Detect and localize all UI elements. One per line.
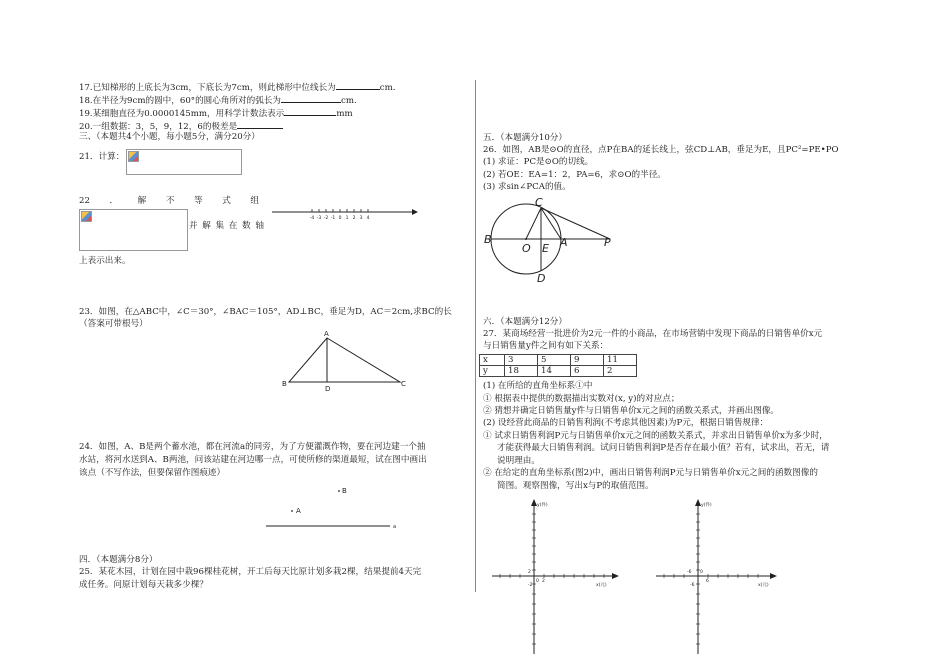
- y-axis-label: y(件): [701, 503, 712, 508]
- circle-figure: [484, 194, 619, 286]
- question-27-part2a: ① 试求日销售利润P元与日销售单价x元之间的函数关系式，并求出日销售单价x为多少时，: [483, 431, 828, 441]
- tick-label: 4: [366, 216, 370, 221]
- coordinate-grid-2: [654, 494, 794, 659]
- question-27-part1: (1) 在所给的直角坐标系①中: [483, 381, 593, 391]
- table-cell: 11: [604, 355, 637, 366]
- question-23: 23．如图，在△ABC中，∠C＝30°，∠BAC＝105°，AD⊥BC，垂足为D，AC＝2cm,求BC的长: [79, 307, 452, 317]
- question-18: 18.在半径为9cm的圆中，60°的圆心角所对的弧长为 cm.: [79, 96, 357, 106]
- section-4-heading: 四．（本题满分8分）: [79, 555, 158, 565]
- point-b-label: B: [342, 487, 347, 495]
- reservoir-figure: [262, 484, 402, 532]
- question-22-tail: 上表示出来。: [79, 256, 131, 266]
- formula-image-21: [126, 149, 242, 175]
- question-26-part1: (1) 求证：PC是⊙O的切线。: [483, 157, 594, 167]
- formula-image-22: [79, 209, 188, 251]
- question-22: 22 ． 解 不 等 式 组: [79, 196, 259, 206]
- tick-label: -6: [687, 570, 692, 575]
- tick-label: -4: [309, 216, 315, 221]
- tick-label: -6: [690, 583, 695, 588]
- table-cell: 2: [604, 366, 637, 377]
- point-c-label: C: [535, 196, 543, 209]
- origin-label: 0: [536, 579, 539, 584]
- tick-label: 2: [352, 216, 356, 221]
- question-26: 26．如图，AB是⊙O的直径，点P在BA的延长线上，弦CD⊥AB，垂足为E，且PC²=PE•PO: [483, 145, 839, 155]
- coordinate-grid-1: [490, 494, 630, 659]
- triangle-figure: [282, 330, 412, 394]
- question-27: 27．某商场经营一批进价为2元一件的小商品，在市场营销中发现下商品的日销售单价x元: [483, 329, 823, 339]
- question-21: 21．计算：: [79, 152, 125, 162]
- question-26-part3: (3) 求sin∠PCA的值。: [483, 182, 571, 192]
- tick-label: 0: [338, 216, 342, 221]
- question-25-line2: 成任务。问原计划每天栽多少棵？: [79, 580, 208, 590]
- point-b-label: B: [484, 233, 492, 246]
- tick-label: 1: [345, 216, 349, 221]
- question-26-part2: (2) 若OE：EA=1：2，PA=6，求⊙O的半径。: [483, 170, 666, 180]
- vertex-b-label: B: [282, 380, 287, 388]
- question-24-line3: 该点（不写作法，但要保留作图痕迹）: [79, 468, 226, 478]
- table-cell: 14: [538, 366, 571, 377]
- point-a-label: A: [560, 236, 568, 249]
- question-27-part2b-line2: 简图。观察图像，写出x与P的取值范围。: [497, 481, 654, 491]
- table-row: [480, 366, 637, 377]
- question-27-part2a-line3: 说明理由。: [497, 456, 540, 466]
- point-a-label: A: [296, 507, 301, 515]
- vertex-d-label: D: [325, 385, 331, 393]
- x-axis-label: x(元): [758, 583, 769, 588]
- question-27-line2: 与日销售量y件之间有如下关系：: [483, 341, 609, 351]
- point-p-label: P: [604, 236, 611, 249]
- point-e-label: E: [542, 242, 549, 255]
- question-19: 19.某细胞直径为0.0000145mm，用科学计数法表示 mm: [79, 109, 353, 119]
- tick-label: 6: [706, 579, 709, 584]
- point-o-label: O: [522, 242, 531, 255]
- tick-label: 2: [528, 570, 531, 575]
- question-27-part2a-line2: 才能获得最大日销售利润。试问日销售利润P是否存在最小值？若有，试求出，若无，请: [497, 443, 830, 453]
- column-divider: [475, 80, 476, 592]
- origin-label: 0: [700, 570, 703, 575]
- tick-label: -2: [528, 583, 533, 588]
- point-d-label: D: [537, 272, 546, 285]
- y-axis-label: y(件): [537, 503, 548, 508]
- section-3-heading: 三、（本题共4个小题，每小题5分，满分20分）: [79, 132, 260, 142]
- question-17: 17.已知梯形的上底长为3cm，下底长为7cm，则此梯形中位线长为 cm.: [79, 83, 396, 93]
- section-6-heading: 六．（本题满分12分）: [483, 317, 567, 327]
- question-20: 20.一组数据：3，5，9，12，6的极差是: [79, 120, 283, 133]
- sales-data-table: [479, 354, 637, 377]
- image-placeholder-icon: [81, 211, 92, 222]
- table-cell: 18: [505, 366, 538, 377]
- question-27-part1a: ① 根据表中提供的数据描出实数对(x, y)的对应点；: [483, 394, 680, 404]
- question-24: 24．如图，A、B是两个蓄水池，都在河流a的同旁，为了方便灌溉作物，要在河边建一个抽: [79, 442, 426, 452]
- vertex-a-label: A: [324, 330, 329, 338]
- tick-label: -1: [330, 216, 336, 221]
- question-27-part2b: ② 在给定的直角坐标系(图2)中，画出日销售利润P元与日销售单价x元之间的函数图像的: [483, 468, 818, 478]
- table-cell: 6: [571, 366, 604, 377]
- table-cell: 9: [571, 355, 604, 366]
- number-line: [272, 204, 418, 224]
- question-25: 25．某花木园，计划在园中栽96棵桂花树，开工后每天比原计划多栽2棵，结果提前4天完: [79, 567, 422, 577]
- question-27-part1b: ② 猜想并确定日销售量y件与日销售单价x元之间的函数关系式，并画出图像。: [483, 406, 780, 416]
- table-row: [480, 355, 637, 366]
- question-22-continued: 并 解 集 在 数 轴: [189, 221, 264, 231]
- question-24-line2: 水站，将河水送到A、B两池，问该站建在河边哪一点，可使所修的渠道最短，试在图中画出: [79, 455, 427, 465]
- question-27-part2: (2) 设经营此商品的日销售利润(不考虑其他因素)为P元，根据日销售规律：: [483, 418, 769, 428]
- table-cell: y: [480, 366, 505, 377]
- table-cell: 5: [538, 355, 571, 366]
- section-5-heading: 五．（本题满分10分）: [483, 133, 567, 143]
- tick-label: 3: [359, 216, 363, 221]
- image-placeholder-icon: [128, 151, 139, 162]
- question-23-note: （答案可带根号）: [79, 319, 148, 329]
- table-cell: x: [480, 355, 505, 366]
- tick-label: 2: [542, 579, 545, 584]
- x-axis-label: x(元): [596, 583, 607, 588]
- table-cell: 3: [505, 355, 538, 366]
- vertex-c-label: C: [401, 380, 406, 388]
- tick-label: -3: [316, 216, 322, 221]
- tick-label: -2: [323, 216, 329, 221]
- river-label: a: [393, 524, 397, 530]
